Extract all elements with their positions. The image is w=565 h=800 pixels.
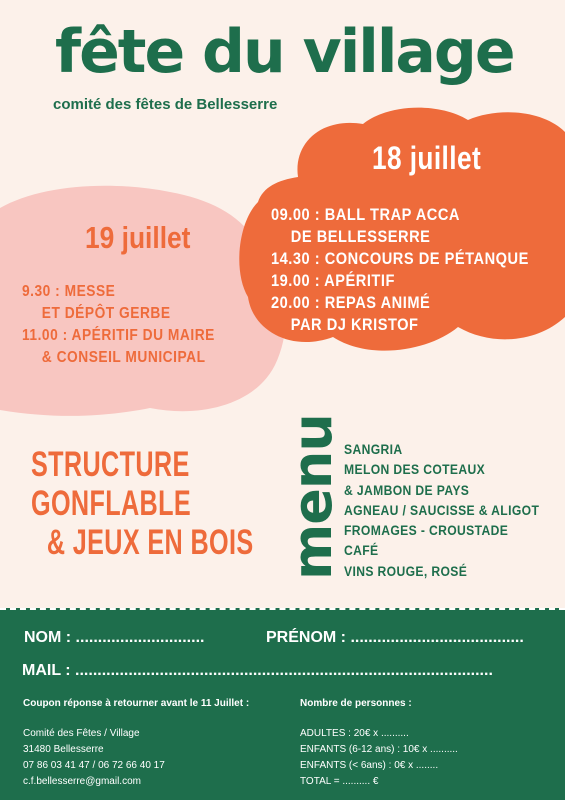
schedule-line: PAR DJ KRISTOF bbox=[290, 315, 419, 334]
schedule-19-juillet bbox=[22, 281, 215, 369]
price-line: ADULTES : 20€ x .......... bbox=[300, 728, 409, 739]
schedule-line: 14.30 : CONCOURS DE PÉTANQUE bbox=[271, 249, 529, 268]
persons-label: Nombre de personnes : bbox=[300, 698, 412, 709]
price-total: TOTAL = .......... € bbox=[300, 776, 379, 787]
date-18-juillet: 18 juillet bbox=[372, 140, 482, 176]
schedule-18-juillet bbox=[271, 204, 529, 336]
date-19-juillet: 19 juillet bbox=[85, 220, 191, 255]
schedule-line: 19.00 : APÉRITIF bbox=[271, 271, 395, 290]
menu-item: FROMAGES - CROUSTADE bbox=[344, 523, 509, 539]
schedule-line: 09.00 : BALL TRAP ACCA bbox=[271, 205, 460, 224]
menu-item: VINS ROUGE, ROSÉ bbox=[344, 563, 468, 579]
contact-phone: 07 86 03 41 47 / 06 72 66 40 17 bbox=[23, 760, 165, 771]
contact-line: Comité des Fêtes / Village bbox=[23, 728, 140, 739]
activity-line: GONFLABLE bbox=[31, 484, 192, 523]
schedule-line: & CONSEIL MUNICIPAL bbox=[41, 349, 206, 366]
menu-item: CAFÉ bbox=[344, 543, 379, 559]
price-block bbox=[300, 726, 458, 790]
contact-line: 31480 Bellesserre bbox=[23, 744, 104, 755]
reply-coupon bbox=[0, 608, 565, 800]
menu-item: & JAMBON DE PAYS bbox=[344, 482, 470, 498]
schedule-line: 9.30 : MESSE bbox=[22, 283, 116, 300]
schedule-line: ET DÉPÔT GERBE bbox=[41, 305, 171, 322]
contact-email: c.f.bellesserre@gmail.com bbox=[23, 776, 141, 787]
prenom-field: PRÉNOM : ....................................... bbox=[266, 629, 524, 646]
activity-line: & JEUX EN BOIS bbox=[46, 523, 254, 562]
nom-field: NOM : ............................. bbox=[24, 629, 205, 646]
coupon-note: Coupon réponse à retourner avant le 11 Juillet : bbox=[23, 698, 250, 709]
contact-block bbox=[23, 726, 165, 790]
menu-list bbox=[344, 440, 539, 582]
price-line: ENFANTS (6-12 ans) : 10€ x .......... bbox=[300, 744, 458, 755]
menu-heading: menu bbox=[281, 414, 344, 580]
page-title: fête du village bbox=[55, 17, 514, 87]
menu-item: MELON DES COTEAUX bbox=[344, 462, 486, 478]
activity-line: STRUCTURE bbox=[31, 445, 190, 484]
schedule-line: DE BELLESSERRE bbox=[290, 227, 431, 246]
price-line: ENFANTS (< 6ans) : 0€ x ........ bbox=[300, 760, 439, 771]
organizer-subtitle: comité des fêtes de Bellesserre bbox=[53, 96, 278, 113]
schedule-line: 20.00 : REPAS ANIMÉ bbox=[271, 293, 431, 312]
menu-item: AGNEAU / SAUCISSE & ALIGOT bbox=[344, 502, 540, 518]
menu-item: SANGRIA bbox=[344, 442, 403, 457]
mail-field: MAIL : .............................................................................................. bbox=[22, 662, 493, 679]
activities-block bbox=[31, 445, 254, 562]
cut-line bbox=[0, 608, 565, 610]
schedule-line: 11.00 : APÉRITIF DU MAIRE bbox=[22, 327, 215, 344]
